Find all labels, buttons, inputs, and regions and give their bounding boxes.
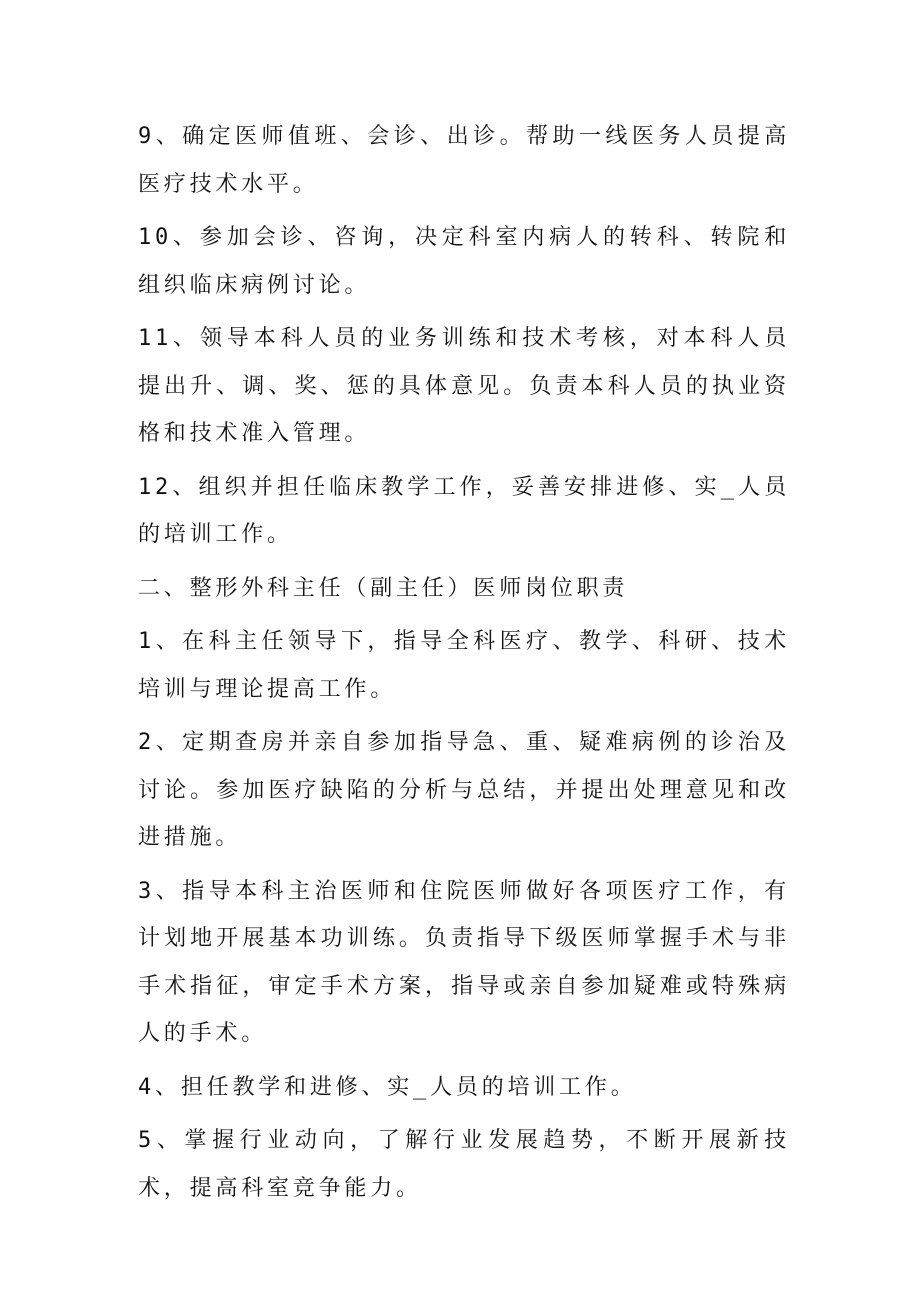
paragraph-item-11: 11、领导本科人员的业务训练和技术考核，对本科人员提出升、调、奖、惩的具体意见。负责本科人员的执业资格和技术准入管理。 xyxy=(138,326,790,446)
paragraph-item-3: 3、指导本科主治医师和住院医师做好各项医疗工作，有计划地开展基本功训练。负责指导下级医师掌握手术与非手术指征，审定手术方案，指导或亲自参加疑难或特殊病人的手术。 xyxy=(138,878,790,1046)
paragraph-item-1: 1、在科主任领导下，指导全科医疗、教学、科研、技术培训与理论提高工作。 xyxy=(138,629,790,702)
paragraph-item-10: 10、参加会诊、咨询，决定科室内病人的转科、转院和组织临床病例讨论。 xyxy=(138,225,790,298)
paragraph-item-4: 4、担任教学和进修、实_人员的培训工作。 xyxy=(138,1074,637,1100)
paragraph-item-12: 12、组织并担任临床教学工作，妥善安排进修、实_人员的培训工作。 xyxy=(138,474,790,547)
paragraph-item-2: 2、定期查房并亲自参加指导急、重、疑难病例的诊治及讨论。参加医疗缺陷的分析与总结，并提出处理意见和改进措施。 xyxy=(138,730,790,850)
section-heading: 二、整形外科主任（副主任）医师岗位职责 xyxy=(138,575,629,601)
paragraph-item-9: 9、确定医师值班、会诊、出诊。帮助一线医务人员提高医疗技术水平。 xyxy=(138,124,790,197)
paragraph-item-5: 5、掌握行业动向，了解行业发展趋势，不断开展新技术，提高科室竞争能力。 xyxy=(138,1128,790,1201)
